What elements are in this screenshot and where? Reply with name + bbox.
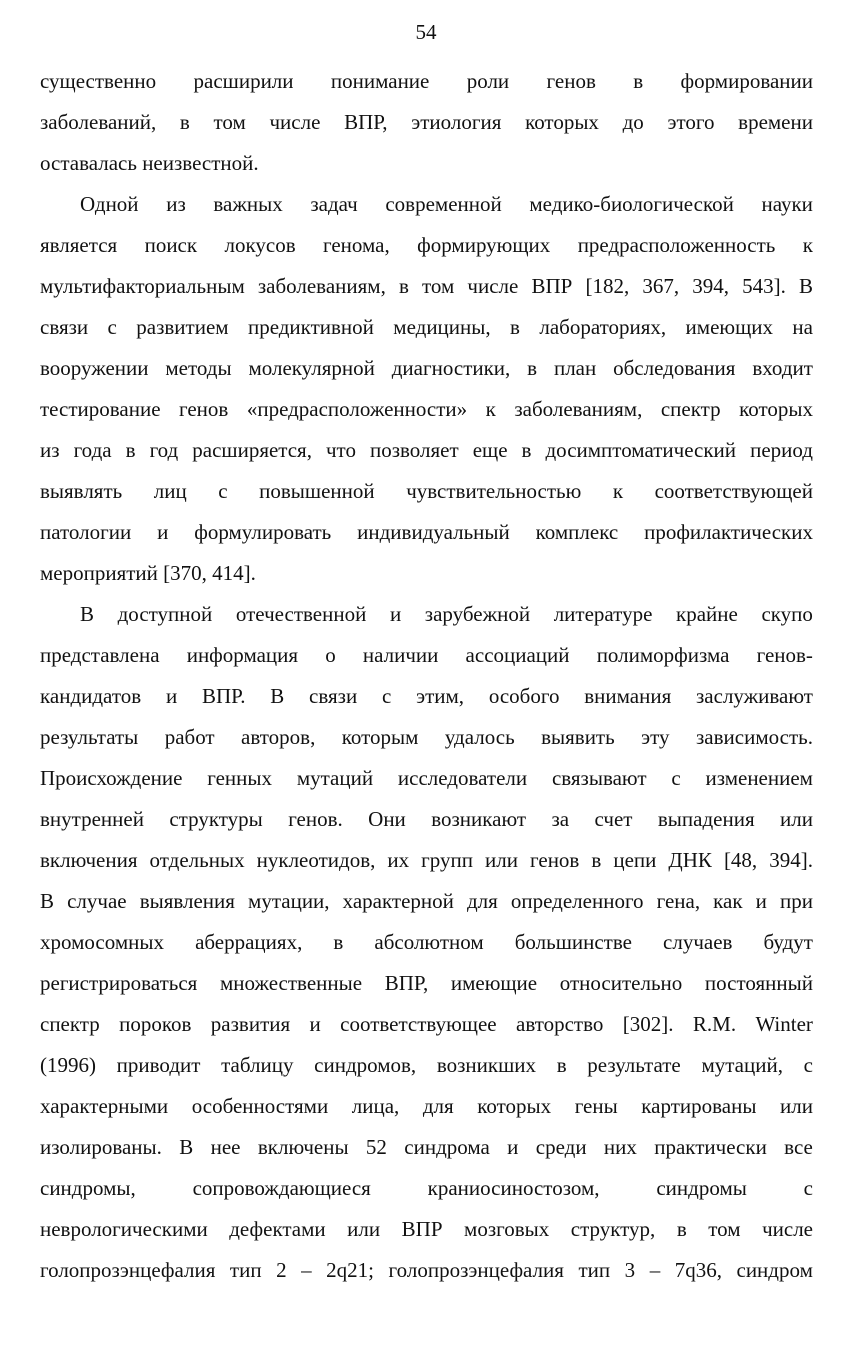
text-line: выявлять лиц с повышенной чувствительностью к соответствующей [40,479,813,503]
text-line: хромосомных аберрациях, в абсолютном большинстве случаев будут [40,930,813,954]
text-line: является поиск локусов генома, формирующих предрасположенность к [40,233,813,257]
text-line: синдромы, сопровождающиеся краниосиностозом, синдромы с [40,1176,813,1200]
text-line: В доступной отечественной и зарубежной литературе крайне скупо [80,602,813,626]
text-line: включения отдельных нуклеотидов, их групп или генов в цепи ДНК [48, 394]. [40,848,813,872]
text-line: патологии и формулировать индивидуальный комплекс профилактических [40,520,813,544]
text-line: спектр пороков развития и соответствующее авторство [302]. R.M. Winter [40,1012,813,1036]
text-line: оставалась неизвестной. [40,151,259,175]
text-line: тестирование генов «предрасположенности» к заболеваниям, спектр которых [40,397,813,421]
text-line: Происхождение генных мутаций исследователи связывают с изменением [40,766,813,790]
text-line: заболеваний, в том числе ВПР, этиология которых до этого времени [40,110,813,134]
text-line: характерными особенностями лица, для которых гены картированы или [40,1094,813,1118]
text-line: регистрироваться множественные ВПР, имеющие относительно постоянный [40,971,813,995]
text-line: из года в год расширяется, что позволяет еще в досимптоматический период [40,438,813,462]
text-line: (1996) приводит таблицу синдромов, возникших в результате мутаций, с [40,1053,813,1077]
text-line: голопрозэнцефалия тип 2 – 2q21; голопрозэнцефалия тип 3 – 7q36, синдром [40,1258,813,1282]
text-line: кандидатов и ВПР. В связи с этим, особого внимания заслуживают [40,684,813,708]
text-line: результаты работ авторов, которым удалось выявить эту зависимость. [40,725,813,749]
text-line: представлена информация о наличии ассоциаций полиморфизма генов- [40,643,813,667]
text-line: неврологическими дефектами или ВПР мозговых структур, в том числе [40,1217,813,1241]
text-line: изолированы. В нее включены 52 синдрома и среди них практически все [40,1135,813,1159]
paragraph-1 [40,61,813,184]
text-line: Одной из важных задач современной медико-биологической науки [80,192,813,216]
text-line: связи с развитием предиктивной медицины, в лабораториях, имеющих на [40,315,813,339]
text-line: вооружении методы молекулярной диагностики, в план обследования входит [40,356,813,380]
text-line: существенно расширили понимание роли генов в формировании [40,69,813,93]
text-line: мероприятий [370, 414]. [40,561,256,585]
text-line: внутренней структуры генов. Они возникают за счет выпадения или [40,807,813,831]
text-line: В случае выявления мутации, характерной для определенного гена, как и при [40,889,813,913]
paragraph-2 [40,184,813,594]
text-line: мультифакториальным заболеваниям, в том числе ВПР [182, 367, 394, 543]. В [40,274,813,298]
paragraph-3 [40,594,813,1291]
page-number: 54 [415,20,437,44]
document-body [40,61,813,1291]
